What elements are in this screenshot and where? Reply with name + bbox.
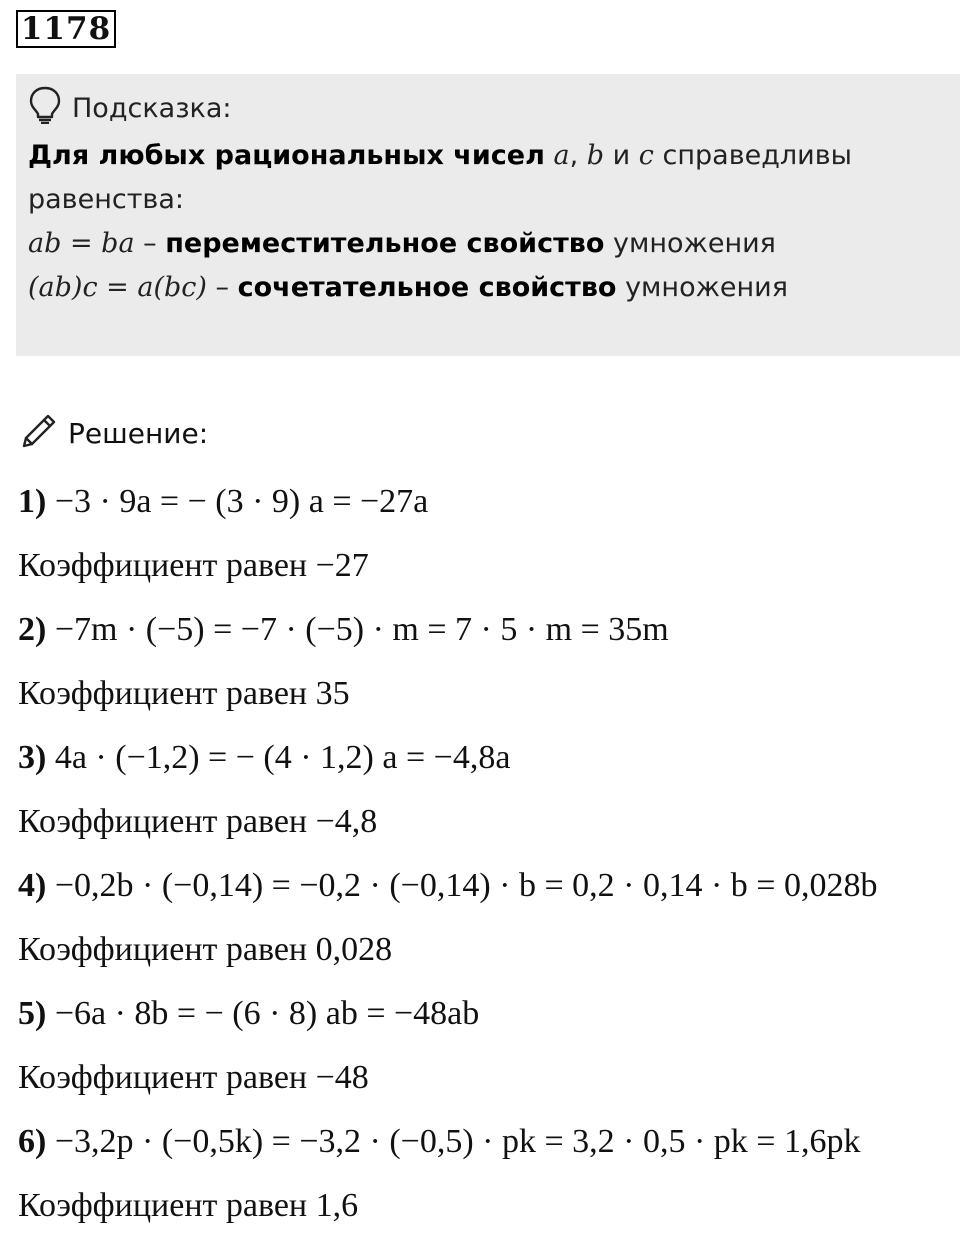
solution-title: Решение: (68, 416, 209, 450)
step-6-coefficient: Коэффициент равен 1,6 (18, 1187, 359, 1224)
step-1-coefficient: Коэффициент равен −27 (18, 547, 369, 584)
step-1-expression: 1) −3 · 9a = − (3 · 9) a = −27a (18, 483, 429, 520)
hint-line-4: (ab)c = a(bc) – сочетательное свойство умножения (28, 272, 788, 303)
task-number: 1178 (16, 10, 116, 48)
step-5-coefficient: Коэффициент равен −48 (18, 1059, 369, 1096)
step-2-coefficient: Коэффициент равен 35 (18, 675, 350, 712)
step-4-expression: 4) −0,2b · (−0,14) = −0,2 · (−0,14) · b = 0,2 · 0,14 · b = 0,028b (18, 867, 878, 904)
solution-header (18, 408, 208, 458)
step-5-expression: 5) −6a · 8b = − (6 · 8) ab = −48ab (18, 995, 480, 1032)
hint-title: Подсказка: (72, 92, 232, 124)
hint-line-3: ab = ba – переместительное свойство умножения (28, 228, 776, 259)
step-3-expression: 3) 4a · (−1,2) = − (4 · 1,2) a = −4,8a (18, 739, 511, 776)
hint-line-2: равенства: (28, 184, 184, 215)
hint-line-1: Для любых рациональных чисел a, b и c справедливы (28, 140, 852, 171)
pencil-icon (18, 408, 68, 459)
step-3-coefficient: Коэффициент равен −4,8 (18, 803, 378, 840)
step-2-expression: 2) −7m · (−5) = −7 · (−5) · m = 7 · 5 · m = 35m (18, 611, 669, 648)
lightbulb-icon (28, 86, 72, 131)
hint-box (16, 74, 960, 356)
hint-header (28, 88, 948, 128)
solution-steps (18, 470, 958, 1238)
step-6-expression: 6) −3,2p · (−0,5k) = −3,2 · (−0,5) · pk = 3,2 · 0,5 · pk = 1,6pk (18, 1123, 861, 1160)
step-4-coefficient: Коэффициент равен 0,028 (18, 931, 393, 968)
